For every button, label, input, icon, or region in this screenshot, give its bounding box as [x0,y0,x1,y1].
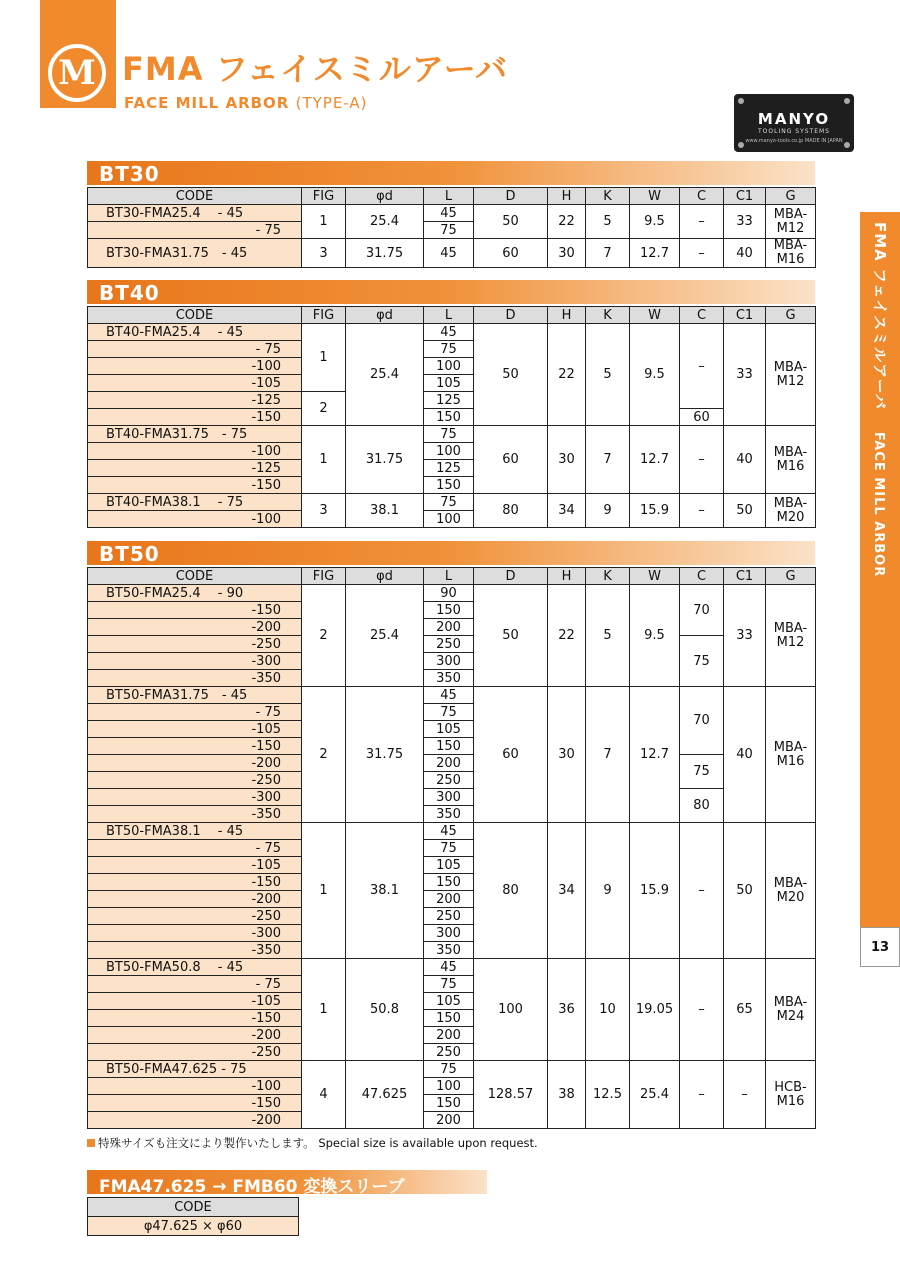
cell-k: 5 [586,585,630,687]
cell-0: BT40-FMA25.4 - 45 [88,324,302,341]
cell-9: -150 [88,477,302,494]
cell-d: 100 [474,959,548,1061]
cell-15: - 75 [88,840,302,857]
cell-c1: – [724,1061,766,1129]
table-row [88,409,816,426]
cell-23: 75 [424,976,474,993]
cell-4: 125 [424,392,474,409]
cell-w: 12.7 [630,239,680,268]
cell-4: -300 [88,653,302,670]
cell-2: 100 [424,358,474,375]
cell-19: 250 [424,908,474,925]
cell-g: HCB-M16 [766,1061,816,1129]
side-tab-label: FMA フェイスミルアーバFACE MILL ARBOR [871,222,889,578]
cell-28: 75 [424,1061,474,1078]
cell-5: -350 [88,670,302,687]
cell-16: 105 [424,857,474,874]
cell-h: 22 [548,585,586,687]
column-header: L [424,568,474,585]
cell-8: -125 [88,460,302,477]
cell-g: MBA-M16 [766,426,816,494]
cell-c-a: 70 [680,585,724,636]
cell-2: -200 [88,619,302,636]
cell-2: 45 [424,239,474,268]
cell-27: 250 [424,1044,474,1061]
cell-18: -200 [88,891,302,908]
cell-13: -350 [88,806,302,823]
section-bar-bt30: BT30 [87,161,815,185]
cell-fig: 1 [302,823,346,959]
cell-h: 34 [548,494,586,528]
cell-6: 75 [424,426,474,443]
column-header: φd [346,188,424,205]
cell-3: 105 [424,375,474,392]
column-header: φd [346,568,424,585]
cell-c: – [680,426,724,494]
cell-c-b: 75 [680,636,724,687]
cell-d: 31.75 [346,239,424,268]
cell-d: 50 [474,205,548,239]
cell-15: 75 [424,840,474,857]
cell-9: -150 [88,738,302,755]
table-row [88,823,816,840]
cell-27: -250 [88,1044,302,1061]
column-header: H [548,568,586,585]
cell-c: – [680,239,724,268]
cell-g: MBA-M16 [766,239,816,268]
cell-3: 250 [424,636,474,653]
cell-h: 30 [548,687,586,823]
brand-name: MANYO [757,110,831,128]
cell-6: BT50-FMA31.75 - 45 [88,687,302,704]
cell-c1: 40 [724,687,766,823]
cell-c-a: 70 [680,687,724,755]
cell-31: 200 [424,1112,474,1129]
cell-3: -105 [88,375,302,392]
column-header: W [630,307,680,324]
table-row [88,755,816,772]
cell-c1: 33 [724,205,766,239]
cell-h: 30 [548,239,586,268]
cell-10: BT40-FMA38.1 - 75 [88,494,302,511]
cell-fig: 2 [302,585,346,687]
cell-d: 38.1 [346,823,424,959]
table-row [88,324,816,341]
cell-25: 150 [424,1010,474,1027]
cell-12: -300 [88,789,302,806]
cell-c1: 33 [724,324,766,426]
cell-4: -125 [88,392,302,409]
cell-30: 150 [424,1095,474,1112]
cell-1: - 75 [88,341,302,358]
cell-fig: 1 [302,959,346,1061]
column-header: H [548,307,586,324]
cell-1: - 75 [88,222,302,239]
cell-fig: 1 [302,205,346,239]
cell-9: 150 [424,477,474,494]
column-header: FIG [302,568,346,585]
cell-28: BT50-FMA47.625 - 75 [88,1061,302,1078]
table-row [88,494,816,511]
cell-21: 350 [424,942,474,959]
section-bar-sleeve: FMA47.625 → FMB60 変換スリーブ [87,1170,487,1194]
cell-26: 200 [424,1027,474,1044]
column-header: G [766,188,816,205]
cell-5: 350 [424,670,474,687]
manyo-logo-icon: M [48,44,106,102]
cell-d: 128.57 [474,1061,548,1129]
cell-w: 19.05 [630,959,680,1061]
table-row [88,239,816,268]
cell-d: 50.8 [346,959,424,1061]
cell-d: 60 [474,687,548,823]
cell-19: -250 [88,908,302,925]
cell-17: -150 [88,874,302,891]
cell-21: -350 [88,942,302,959]
column-header: W [630,568,680,585]
cell-k: 9 [586,494,630,528]
table-row [88,585,816,602]
special-size-note: 特殊サイズも注文により製作いたします。 Special size is available upon request. [87,1135,538,1151]
cell-w: 12.7 [630,687,680,823]
cell-k: 7 [586,687,630,823]
cell-c: – [680,823,724,959]
cell-0: 90 [424,585,474,602]
column-header: D [474,188,548,205]
cell-2: 200 [424,619,474,636]
column-header: G [766,568,816,585]
cell-5: -150 [88,409,302,426]
cell-h: 34 [548,823,586,959]
cell-fig-a: 1 [302,324,346,392]
cell-31: -200 [88,1112,302,1129]
cell-1: 75 [424,341,474,358]
cell-6: BT40-FMA31.75 - 75 [88,426,302,443]
section-bar-bt40: BT40 [87,280,815,304]
column-header: G [766,307,816,324]
cell-11: -100 [88,511,302,528]
cell-w: 9.5 [630,585,680,687]
cell-c-c: 80 [680,789,724,823]
cell-d: 38.1 [346,494,424,528]
cell-d: 80 [474,494,548,528]
sleeve-header: CODE [88,1198,299,1217]
cell-7: 100 [424,443,474,460]
cell-20: -300 [88,925,302,942]
cell-k: 5 [586,324,630,426]
column-header: CODE [88,307,302,324]
column-header: FIG [302,307,346,324]
column-header: K [586,188,630,205]
table-row [88,687,816,704]
page-number: 13 [860,927,900,967]
cell-30: -150 [88,1095,302,1112]
cell-c: – [680,494,724,528]
cell-c1: 33 [724,585,766,687]
cell-h: 22 [548,324,586,426]
cell-w: 25.4 [630,1061,680,1129]
column-header: L [424,307,474,324]
cell-10: -200 [88,755,302,772]
table-header-row [88,568,816,585]
column-header: C [680,307,724,324]
cell-1: 150 [424,602,474,619]
cell-w: 12.7 [630,426,680,494]
cell-2: -100 [88,358,302,375]
cell-g: MBA-M20 [766,494,816,528]
column-header: φd [346,307,424,324]
cell-c-b: 60 [680,409,724,426]
cell-1: -150 [88,602,302,619]
cell-17: 150 [424,874,474,891]
cell-0: BT50-FMA25.4 - 90 [88,585,302,602]
column-header: L [424,188,474,205]
cell-d: 31.75 [346,426,424,494]
cell-h: 30 [548,426,586,494]
table-row [88,1061,816,1078]
cell-24: 105 [424,993,474,1010]
cell-k: 5 [586,205,630,239]
column-header: D [474,568,548,585]
cell-29: 100 [424,1078,474,1095]
cell-d: 25.4 [346,324,424,426]
cell-12: 300 [424,789,474,806]
cell-k: 12.5 [586,1061,630,1129]
cell-24: -105 [88,993,302,1010]
cell-d: 60 [474,426,548,494]
column-header: CODE [88,188,302,205]
page-title: FMA フェイスミルアーバ [122,50,509,88]
cell-7: -100 [88,443,302,460]
column-header: C1 [724,568,766,585]
column-header: W [630,188,680,205]
cell-0: 45 [424,324,474,341]
cell-6: 45 [424,687,474,704]
cell-14: 45 [424,823,474,840]
cell-2: BT30-FMA31.75 - 45 [88,239,302,268]
cell-fig: 1 [302,426,346,494]
section-bar-bt50: BT50 [87,541,815,565]
table-header-row [88,307,816,324]
cell-k: 7 [586,426,630,494]
column-header: D [474,307,548,324]
cell-14: BT50-FMA38.1 - 45 [88,823,302,840]
column-header: CODE [88,568,302,585]
cell-c: – [680,1061,724,1129]
cell-18: 200 [424,891,474,908]
cell-d: 50 [474,585,548,687]
cell-fig: 3 [302,239,346,268]
table-row [88,426,816,443]
cell-c: – [680,959,724,1061]
cell-k: 10 [586,959,630,1061]
cell-c1: 65 [724,959,766,1061]
cell-22: BT50-FMA50.8 - 45 [88,959,302,976]
column-header: K [586,568,630,585]
cell-h: 38 [548,1061,586,1129]
cell-10: 200 [424,755,474,772]
cell-d: 50 [474,324,548,426]
cell-fig: 3 [302,494,346,528]
column-header: C1 [724,307,766,324]
bt30-spec-table [87,187,816,268]
cell-26: -200 [88,1027,302,1044]
cell-h: 36 [548,959,586,1061]
cell-20: 300 [424,925,474,942]
cell-c1: 50 [724,494,766,528]
bt40-spec-table [87,306,816,528]
cell-c1: 50 [724,823,766,959]
cell-11: 100 [424,511,474,528]
cell-10: 75 [424,494,474,511]
cell-g: MBA-M12 [766,585,816,687]
column-header: C1 [724,188,766,205]
page-subtitle: FACE MILL ARBOR (TYPE-A) [124,94,368,112]
cell-g: MBA-M20 [766,823,816,959]
cell-9: 150 [424,738,474,755]
cell-c-b: 75 [680,755,724,789]
cell-7: - 75 [88,704,302,721]
cell-0: BT30-FMA25.4 - 45 [88,205,302,222]
cell-d: 80 [474,823,548,959]
cell-w: 9.5 [630,205,680,239]
bt50-spec-table [87,567,816,1129]
cell-d: 31.75 [346,687,424,823]
cell-k: 9 [586,823,630,959]
brand-plate [734,94,854,152]
cell-g: MBA-M24 [766,959,816,1061]
cell-25: -150 [88,1010,302,1027]
column-header: C [680,568,724,585]
cell-c-a: – [680,324,724,409]
cell-g: MBA-M16 [766,687,816,823]
sleeve-code: φ47.625 × φ60 [88,1217,299,1236]
cell-d: 25.4 [346,205,424,239]
cell-k: 7 [586,239,630,268]
cell-11: -250 [88,772,302,789]
cell-fig: 2 [302,687,346,823]
cell-h: 22 [548,205,586,239]
cell-0: 45 [424,205,474,222]
cell-d: 60 [474,239,548,268]
cell-d: 47.625 [346,1061,424,1129]
cell-16: -105 [88,857,302,874]
cell-8: 105 [424,721,474,738]
cell-3: -250 [88,636,302,653]
brand-tagline: TOOLING SYSTEMS [758,128,830,135]
cell-22: 45 [424,959,474,976]
column-header: K [586,307,630,324]
cell-5: 150 [424,409,474,426]
table-row [88,205,816,222]
cell-8: -105 [88,721,302,738]
table-row [88,789,816,806]
cell-13: 350 [424,806,474,823]
cell-c1: 40 [724,426,766,494]
cell-23: - 75 [88,976,302,993]
column-header: H [548,188,586,205]
table-row [88,636,816,653]
cell-4: 300 [424,653,474,670]
cell-1: 75 [424,222,474,239]
cell-c: – [680,205,724,239]
brand-url: www.manyo-tools.co.jp MADE IN JAPAN [745,138,843,144]
cell-w: 9.5 [630,324,680,426]
cell-g: MBA-M12 [766,205,816,239]
column-header: C [680,188,724,205]
cell-7: 75 [424,704,474,721]
cell-w: 15.9 [630,823,680,959]
cell-w: 15.9 [630,494,680,528]
cell-fig: 4 [302,1061,346,1129]
cell-fig-b: 2 [302,392,346,426]
cell-8: 125 [424,460,474,477]
cell-g: MBA-M12 [766,324,816,426]
cell-29: -100 [88,1078,302,1095]
cell-c1: 40 [724,239,766,268]
cell-11: 250 [424,772,474,789]
column-header: FIG [302,188,346,205]
table-row [88,959,816,976]
cell-d: 25.4 [346,585,424,687]
sleeve-table [87,1197,299,1236]
table-header-row [88,188,816,205]
